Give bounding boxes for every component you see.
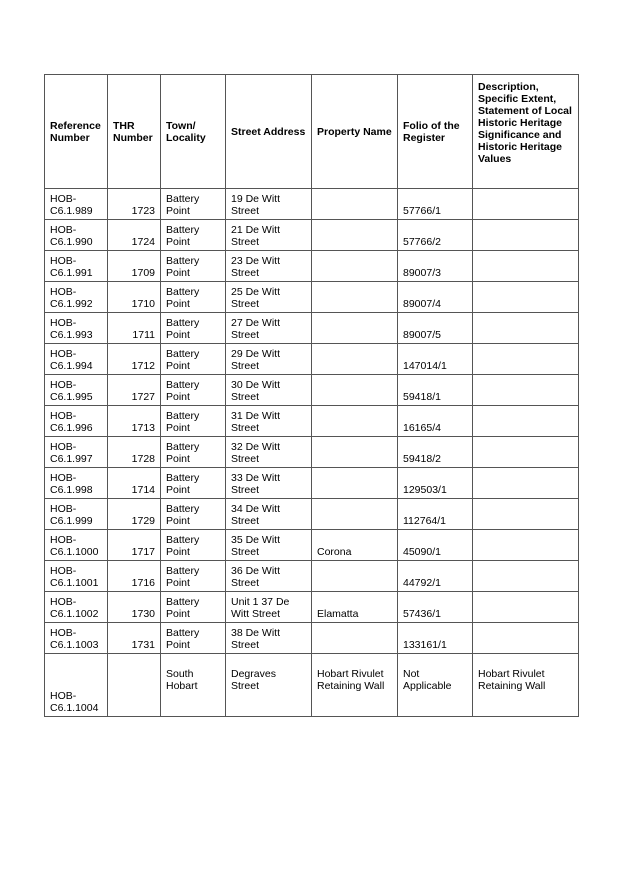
- cell-street: 36 De Witt Street: [226, 561, 312, 592]
- cell-town: Battery Point: [161, 282, 226, 313]
- cell-folio: 89007/4: [398, 282, 473, 313]
- table-row: [45, 282, 579, 313]
- cell-thr: 1724: [108, 220, 161, 251]
- cell-reference: HOB-C6.1.1001: [45, 561, 108, 592]
- cell-thr: 1723: [108, 189, 161, 220]
- cell-thr: 1727: [108, 375, 161, 406]
- header-description: Description, Specific Extent, Statement of Local Historic Heritage Significance and Historic Heritage Values: [473, 75, 579, 189]
- cell-town: Battery Point: [161, 313, 226, 344]
- table-row: [45, 499, 579, 530]
- cell-reference: HOB-C6.1.994: [45, 344, 108, 375]
- cell-town: Battery Point: [161, 220, 226, 251]
- cell-folio: 59418/1: [398, 375, 473, 406]
- cell-description: [473, 282, 579, 313]
- cell-thr: [108, 654, 161, 717]
- table-row: [45, 623, 579, 654]
- cell-thr: 1731: [108, 623, 161, 654]
- header-thr-number: THR Number: [108, 75, 161, 189]
- cell-folio: 45090/1: [398, 530, 473, 561]
- cell-town: Battery Point: [161, 623, 226, 654]
- table-row: [45, 406, 579, 437]
- cell-town: Battery Point: [161, 189, 226, 220]
- cell-reference: HOB-C6.1.1002: [45, 592, 108, 623]
- cell-description: [473, 530, 579, 561]
- cell-folio: 59418/2: [398, 437, 473, 468]
- table-row: [45, 561, 579, 592]
- cell-street: 25 De Witt Street: [226, 282, 312, 313]
- cell-folio: Not Applicable: [398, 654, 473, 717]
- cell-street: 33 De Witt Street: [226, 468, 312, 499]
- cell-thr: 1709: [108, 251, 161, 282]
- cell-property: [312, 220, 398, 251]
- table-row: [45, 592, 579, 623]
- cell-description: [473, 375, 579, 406]
- cell-folio: 16165/4: [398, 406, 473, 437]
- cell-description: [473, 499, 579, 530]
- cell-town: Battery Point: [161, 406, 226, 437]
- cell-reference: HOB-C6.1.999: [45, 499, 108, 530]
- cell-folio: 57766/2: [398, 220, 473, 251]
- cell-town: South Hobart: [161, 654, 226, 717]
- header-folio: Folio of the Register: [398, 75, 473, 189]
- cell-reference: HOB-C6.1.991: [45, 251, 108, 282]
- cell-town: Battery Point: [161, 375, 226, 406]
- cell-street: 34 De Witt Street: [226, 499, 312, 530]
- cell-property: [312, 375, 398, 406]
- cell-property: Hobart Rivulet Retaining Wall: [312, 654, 398, 717]
- cell-description: [473, 313, 579, 344]
- table-body: [45, 189, 579, 717]
- cell-street: 23 De Witt Street: [226, 251, 312, 282]
- header-street-address: Street Address: [226, 75, 312, 189]
- table-row: [45, 344, 579, 375]
- cell-thr: 1714: [108, 468, 161, 499]
- cell-folio: 44792/1: [398, 561, 473, 592]
- cell-reference: HOB-C6.1.1004: [45, 654, 108, 717]
- cell-street: Degraves Street: [226, 654, 312, 717]
- cell-reference: HOB-C6.1.990: [45, 220, 108, 251]
- table-row: [45, 251, 579, 282]
- cell-thr: 1729: [108, 499, 161, 530]
- cell-thr: 1716: [108, 561, 161, 592]
- cell-folio: 57436/1: [398, 592, 473, 623]
- cell-folio: 57766/1: [398, 189, 473, 220]
- cell-reference: HOB-C6.1.1000: [45, 530, 108, 561]
- cell-town: Battery Point: [161, 530, 226, 561]
- cell-property: [312, 344, 398, 375]
- cell-thr: 1728: [108, 437, 161, 468]
- cell-folio: 112764/1: [398, 499, 473, 530]
- table-row: [45, 313, 579, 344]
- cell-property: [312, 251, 398, 282]
- cell-thr: 1717: [108, 530, 161, 561]
- table-row: [45, 437, 579, 468]
- table-row: [45, 654, 579, 717]
- cell-reference: HOB-C6.1.1003: [45, 623, 108, 654]
- table-row: [45, 375, 579, 406]
- cell-property: [312, 468, 398, 499]
- cell-property: [312, 561, 398, 592]
- cell-town: Battery Point: [161, 561, 226, 592]
- cell-description: [473, 623, 579, 654]
- cell-description: [473, 189, 579, 220]
- cell-thr: 1730: [108, 592, 161, 623]
- cell-description: [473, 561, 579, 592]
- cell-reference: HOB-C6.1.993: [45, 313, 108, 344]
- table-row: [45, 530, 579, 561]
- cell-street: Unit 1 37 De Witt Street: [226, 592, 312, 623]
- cell-reference: HOB-C6.1.995: [45, 375, 108, 406]
- cell-description: [473, 437, 579, 468]
- header-row: [45, 75, 579, 189]
- header-town-locality: Town/ Locality: [161, 75, 226, 189]
- cell-street: 27 De Witt Street: [226, 313, 312, 344]
- cell-property: [312, 623, 398, 654]
- cell-reference: HOB-C6.1.996: [45, 406, 108, 437]
- table-row: [45, 220, 579, 251]
- cell-description: Hobart Rivulet Retaining Wall: [473, 654, 579, 717]
- cell-street: 21 De Witt Street: [226, 220, 312, 251]
- header-reference-number: Reference Number: [45, 75, 108, 189]
- cell-property: [312, 406, 398, 437]
- cell-property: [312, 437, 398, 468]
- cell-street: 35 De Witt Street: [226, 530, 312, 561]
- cell-town: Battery Point: [161, 468, 226, 499]
- cell-reference: HOB-C6.1.997: [45, 437, 108, 468]
- cell-description: [473, 406, 579, 437]
- cell-property: Elamatta: [312, 592, 398, 623]
- cell-thr: 1712: [108, 344, 161, 375]
- table-row: [45, 468, 579, 499]
- cell-thr: 1711: [108, 313, 161, 344]
- cell-property: [312, 282, 398, 313]
- cell-folio: 129503/1: [398, 468, 473, 499]
- cell-street: 32 De Witt Street: [226, 437, 312, 468]
- cell-folio: 133161/1: [398, 623, 473, 654]
- cell-street: 38 De Witt Street: [226, 623, 312, 654]
- cell-town: Battery Point: [161, 437, 226, 468]
- cell-street: 30 De Witt Street: [226, 375, 312, 406]
- cell-town: Battery Point: [161, 344, 226, 375]
- heritage-register-table: [44, 74, 579, 717]
- cell-folio: 89007/5: [398, 313, 473, 344]
- cell-street: 31 De Witt Street: [226, 406, 312, 437]
- cell-street: 19 De Witt Street: [226, 189, 312, 220]
- cell-description: [473, 468, 579, 499]
- cell-property: [312, 189, 398, 220]
- cell-description: [473, 251, 579, 282]
- cell-reference: HOB-C6.1.989: [45, 189, 108, 220]
- cell-thr: 1710: [108, 282, 161, 313]
- cell-reference: HOB-C6.1.998: [45, 468, 108, 499]
- header-property-name: Property Name: [312, 75, 398, 189]
- cell-street: 29 De Witt Street: [226, 344, 312, 375]
- cell-property: [312, 313, 398, 344]
- cell-town: Battery Point: [161, 251, 226, 282]
- cell-reference: HOB-C6.1.992: [45, 282, 108, 313]
- cell-description: [473, 592, 579, 623]
- cell-description: [473, 220, 579, 251]
- cell-town: Battery Point: [161, 592, 226, 623]
- table-row: [45, 189, 579, 220]
- cell-property: Corona: [312, 530, 398, 561]
- cell-folio: 147014/1: [398, 344, 473, 375]
- cell-folio: 89007/3: [398, 251, 473, 282]
- cell-property: [312, 499, 398, 530]
- cell-description: [473, 344, 579, 375]
- cell-thr: 1713: [108, 406, 161, 437]
- cell-town: Battery Point: [161, 499, 226, 530]
